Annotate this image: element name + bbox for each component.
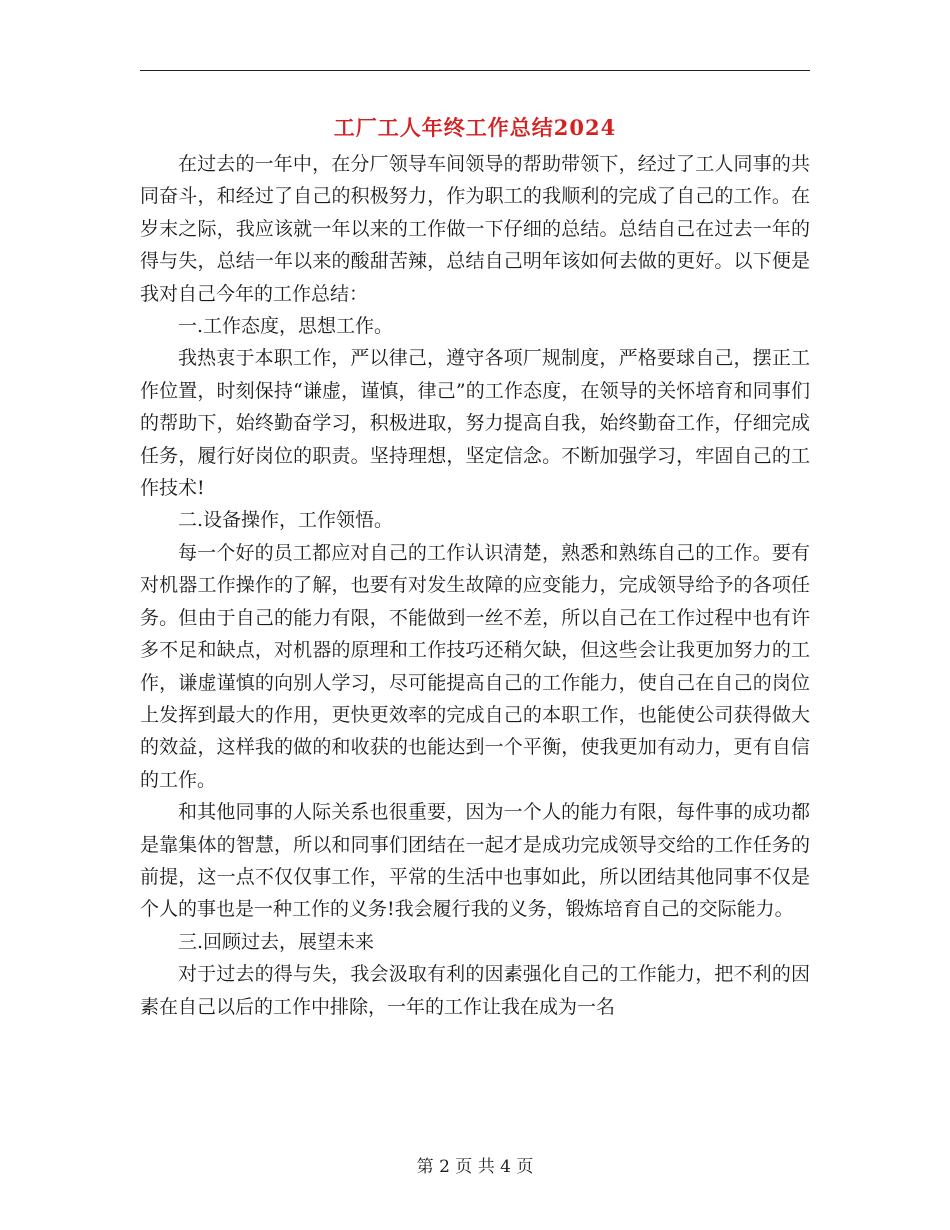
paragraph-equipment: 每一个好的员工都应对自己的工作认识清楚，熟悉和熟练自己的工作。要有对机器工作操作的了解，也要有对发生故障的应变能力，完成领导给予的各项任务。但由于自己的能力有限，不能做到一丝不差，所以自己在工作过程中也有许多不足和缺点，对机器的原理和工作技巧还稍欠缺，但这些会让我更加努力的工作，谦虚谨慎的向别人学习，尽可能提高自己的工作能力，使自己在自己的岗位上发挥到最大的作用，更快更效率的完成自己的本职工作，也能使公司获得做大的效益，这样我的做的和收获的也能达到一个平衡，使我更加有动力，更有自信的工作。 — [140, 541, 810, 791]
document-body — [140, 148, 810, 1023]
section-heading-1: 一.工作态度，思想工作。 — [178, 315, 394, 338]
paragraph-relations: 和其他同事的人际关系也很重要，因为一个人的能力有限，每件事的成功都是靠集体的智慧，所以和同事们团结在一起才是成功完成领导交给的工作任务的前提，这一点不仅仅事工作，平常的生活中也事如此，所以团结其他同事不仅是个人的事也是一种工作的义务!我会履行我的义务，锻炼培育自己的交际能力。 — [140, 801, 810, 921]
page-footer: 第 2 页 共 4 页 — [416, 1157, 534, 1177]
paragraph-attitude: 我热衷于本职工作，严以律己，遵守各项厂规制度，严格要球自己，摆正工作位置，时刻保持“谦虚，谨慎，律己”的工作态度，在领导的关怀培育和同事们的帮助下，始终勤奋学习，积极进取，努力提高自我，始终勤奋工作，仔细完成任务，履行好岗位的职责。坚持理想，坚定信念。不断加强学习，牢固自己的工作技术! — [140, 347, 810, 500]
document-title: 工厂工人年终工作总结2024 — [333, 115, 617, 140]
section-heading-3: 三.回顾过去，展望未来 — [178, 930, 375, 953]
paragraph-intro: 在过去的一年中，在分厂领导车间领导的帮助带领下，经过了工人同事的共同奋斗，和经过了自己的积极努力，作为职工的我顺利的完成了自己的工作。在岁末之际，我应该就一年以来的工作做一下仔细的总结。总结自己在过去一年的得与失，总结一年以来的酸甜苦辣，总结自己明年该如何去做的更好。以下便是我对自己今年的工作总结： — [140, 153, 810, 305]
section-heading-2: 二.设备操作，工作领悟。 — [178, 509, 394, 532]
header-rule — [140, 70, 810, 71]
paragraph-review: 对于过去的得与失，我会汲取有利的因素强化自己的工作能力，把不利的因素在自己以后的工作中排除，一年的工作让我在成为一名 — [140, 963, 810, 1018]
